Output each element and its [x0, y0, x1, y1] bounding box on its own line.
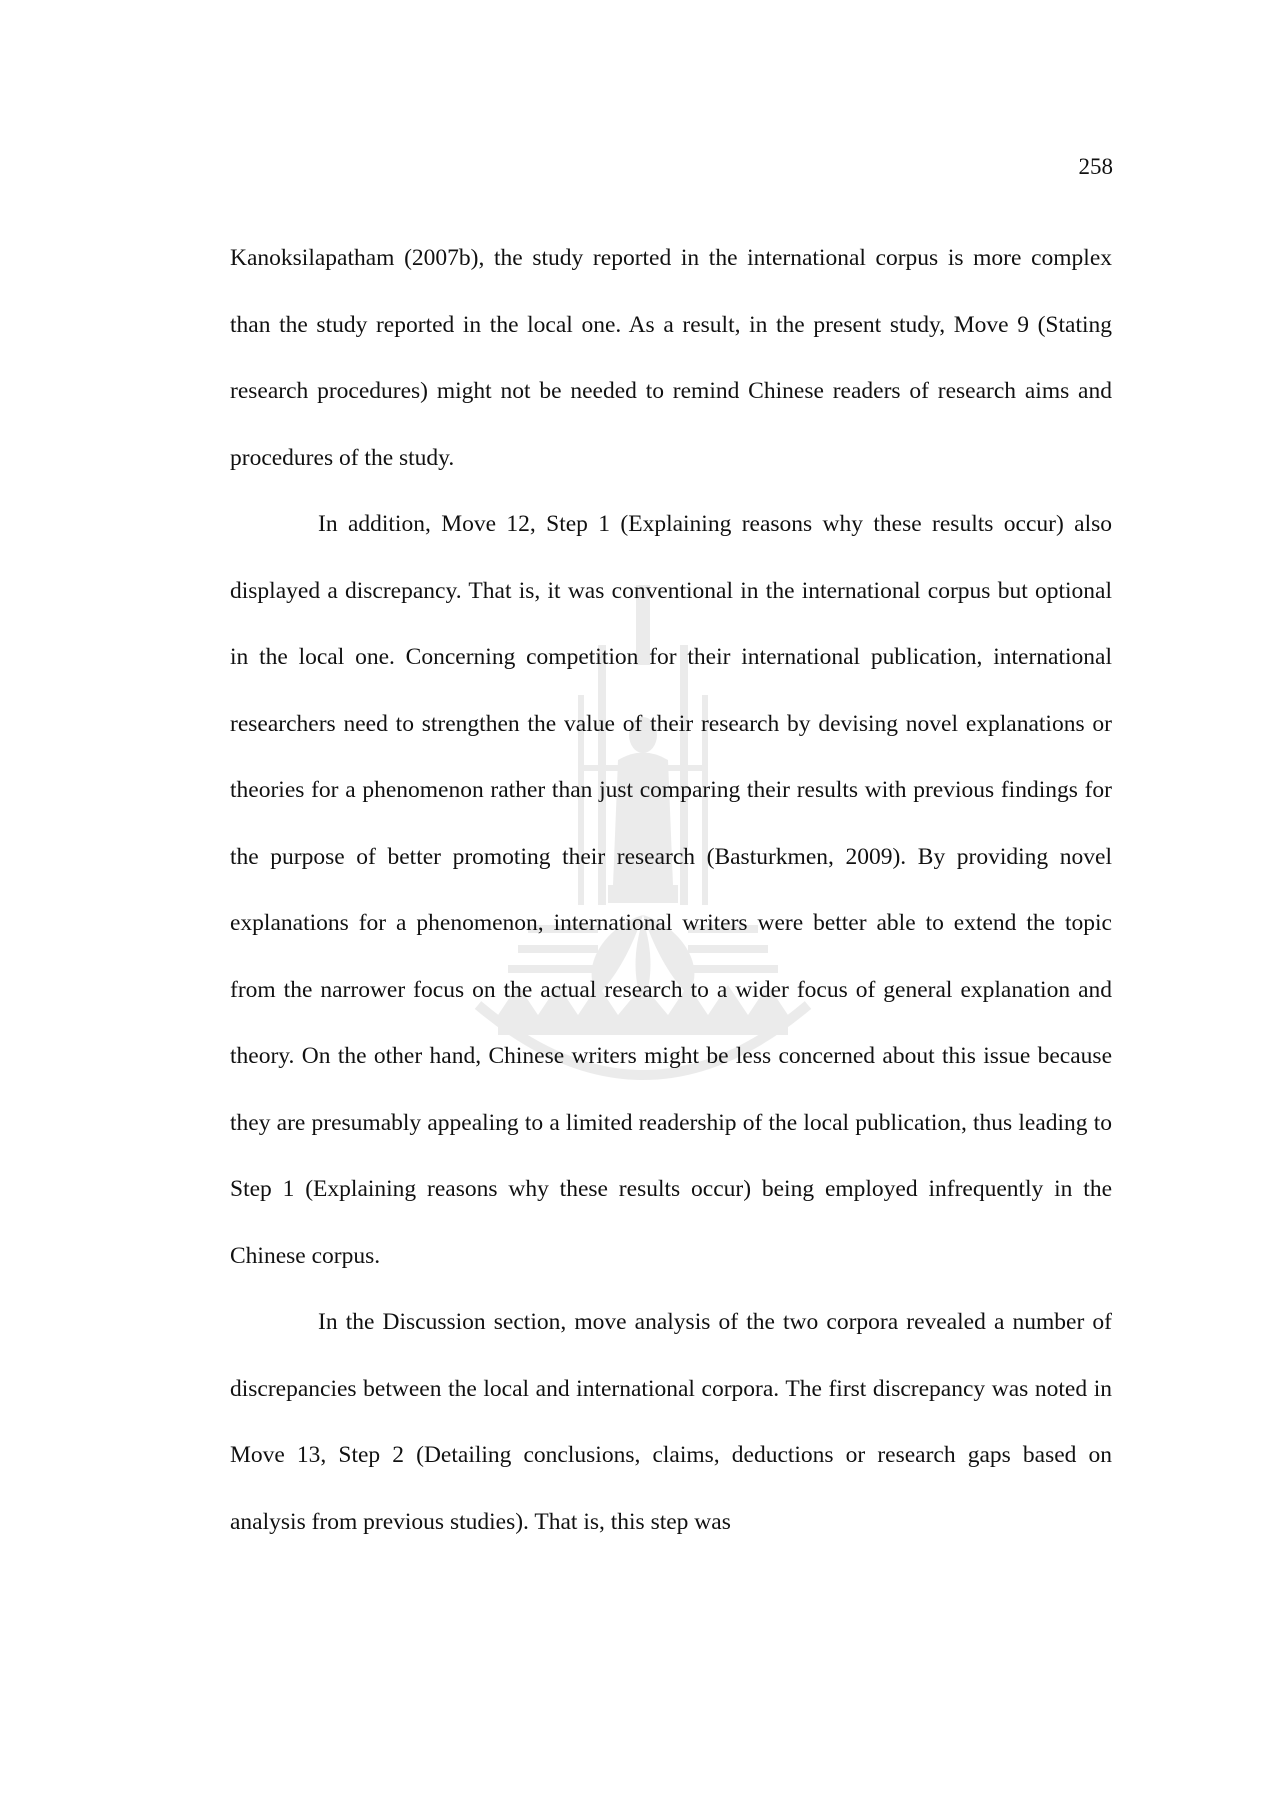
paragraph: In the Discussion section, move analysis of the two corpora revealed a number of discrepancies between the local and international corpora. The first discrepancy was noted in Move 13, Step 2 (Detailing conclusions, claims, deductions or research gaps based on analysis from previous studies). That is, this step was: [230, 1309, 1112, 1535]
page-number: 258: [1078, 154, 1113, 179]
paragraph: Kanoksilapatham (2007b), the study reported in the international corpus is more complex than the study reported in the local one. As a result, in the present study, Move 9 (Stating research procedures) might not be needed to remind Chinese readers of research aims and procedures of the study.: [230, 245, 1112, 471]
paragraph: In addition, Move 12, Step 1 (Explaining reasons why these results occur) also displayed a discrepancy. That is, it was conventional in the international corpus but optional in the local one. Concerning competition for their international publication, international researchers need to strengthen the value of their research by devising novel explanations or theories for a phenomenon rather than just comparing their results with previous findings for the purpose of better promoting their research (Basturkmen, 2009). By providing novel explanations for a phenomenon, international writers were better able to extend the topic from the narrower focus on the actual research to a wider focus of general explanation and theory. On the other hand, Chinese writers might be less concerned about this issue because they are presumably appealing to a limited readership of the local publication, thus leading to Step 1 (Explaining reasons why these results occur) being employed infrequently in the Chinese corpus.: [230, 511, 1112, 1269]
body-text: [230, 225, 1112, 1555]
